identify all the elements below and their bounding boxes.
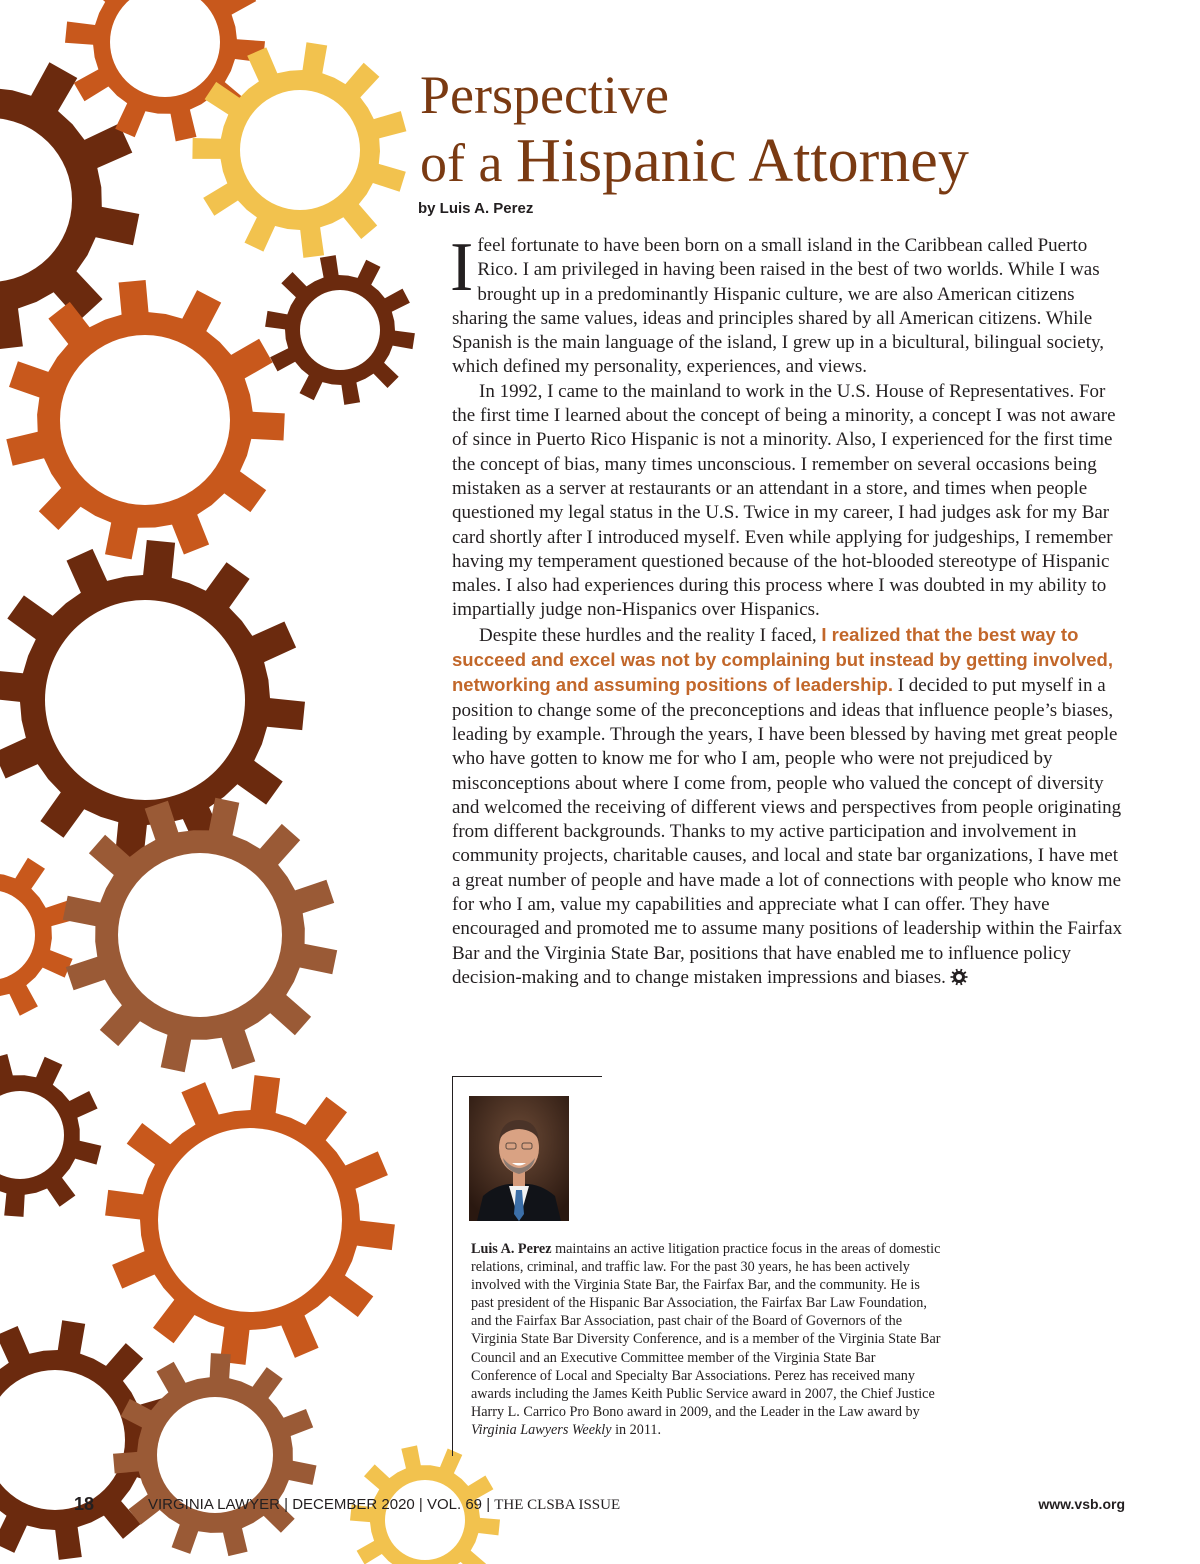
gear-3-hole [240, 90, 360, 210]
page-footer [0, 1494, 1200, 1518]
article-body [450, 229, 1124, 990]
title-line-2-prefix: of a [420, 133, 503, 193]
bio-text-end: in 2011. [611, 1421, 662, 1438]
publication-info [148, 1496, 620, 1514]
byline: by Luis A. Perez [418, 200, 534, 217]
drop-cap: I [450, 229, 474, 306]
bio-text: maintains an active litigation practice focus in the areas of domestic relations, criminal, and traffic law. For the past 30 years, he has been actively involved with the Virginia State Bar, the Fairfax Bar, and the community. He is past president of the Hispanic Bar Association, the Fairfax Bar Law Foundation, and the Fairfax Bar Association, past chair of the Board of Governors of the Virginia State Bar Diversity Conference, and is a member of the Virginia State Bar Council and an Executive Committee member of the Virginia State Bar Conference of Local and Specialty Bar Associations. Perez has received many awards including the James Keith Public Service award in 2007, the Chief Justice Harry L. Carrico Pro Bono award in 2009, and the Leader in the Law award by [471, 1241, 941, 1420]
gear-6-hole [45, 600, 245, 800]
paragraph-3 [452, 623, 1124, 990]
gear-end-mark-icon [950, 968, 968, 986]
gear-4-hole [300, 290, 380, 370]
bio-publication: Virginia Lawyers Weekly [471, 1421, 612, 1438]
gear-5-hole [60, 335, 230, 505]
author-portrait-image [469, 1096, 569, 1221]
issue-name: THE CLSBA ISSUE [494, 1497, 621, 1513]
paragraph-3-start: Despite these hurdles and the reality I faced, [479, 624, 822, 646]
bio-name: Luis A. Perez [471, 1241, 552, 1257]
author-bio [471, 1240, 943, 1439]
page-number: 18 [74, 1494, 95, 1514]
bio-divider-vertical [452, 1076, 453, 1456]
website-link[interactable]: www.vsb.org [1038, 1496, 1125, 1512]
publication-name: VIRGINIA LAWYER | DECEMBER 2020 | VOL. 69 | [148, 1496, 495, 1513]
gear-13-hole [385, 1480, 465, 1560]
gear-8-hole [118, 853, 282, 1017]
title-line-2-main: Hispanic Attorney [515, 127, 969, 195]
gear-10-hole [158, 1128, 342, 1312]
paragraph-3-end: I decided to put myself in a position to change some of the preconceptions and ideas that influence people’s biases, leading by example. Through the years, I have been blessed by having met great people who have gotten to know me for who I am, people who were not prejudiced by misconceptions about where I come from, people who valued the concept of diversity and welcomed the receiving of different views and perspectives from people originating from different backgrounds. Thanks to my active participation and involvement in community projects, charitable causes, and local and state bar organizations, I have met a great number of people and have made a lot of connections with people who know me for who I am, value my capabilities and appreciate what I can offer. They have encouraged and promoted me to assume many positions of leadership within the Fairfax Bar and the Virginia State Bar, positions that have enabled me to influence policy decision-making and to change mistaken impressions and biases. [452, 675, 1123, 988]
bio-divider-horizontal [452, 1076, 602, 1077]
paragraph-1-text: feel fortunate to have been born on a small island in the Caribbean called Puerto Rico. I am privileged in having been raised in the best of two worlds. While I was brought up in a predominantly Hispanic culture, we are also American citizens sharing the same values, ideas and principles shared by all American citizens. While Spanish is the main language of the island, I grew up in a bicultural, bilingual society, which defined my personality, experiences, and views. [452, 235, 1105, 378]
article-title [420, 62, 969, 196]
end-mark-gear-hole [956, 974, 962, 980]
author-photo [469, 1096, 569, 1221]
paragraph-2: In 1992, I came to the mainland to work in the U.S. House of Representatives. For the first time I learned about the concept of being a minority, a concept I was not aware of since in Puerto Rico Hispanic is not a minority. Also, I experienced for the first time the concept of bias, many times unconscious. I remember on several occasions being mistaken as a server at restaurants or an attendant in a store, and times when people questioned my legal status in the U.S. Twice in my career, I had judges ask for my Bar card shortly after I introduced myself. Even while applying for judgeships, I remember having my temperament questioned because of the hot-blooded stereotype of Hispanic males. I also had experiences during this process where I was doubted in my ability to impartially judge non-Hispanics over Hispanics. [452, 380, 1116, 621]
paragraph-1 [450, 229, 1124, 380]
title-line-1: Perspective [420, 65, 669, 125]
pull-quote: I realized that the best way to succeed and excel was not by complaining but instead by getting involved, networking and assuming positions of leadership. [452, 623, 1113, 696]
title-line-2 [420, 128, 969, 196]
